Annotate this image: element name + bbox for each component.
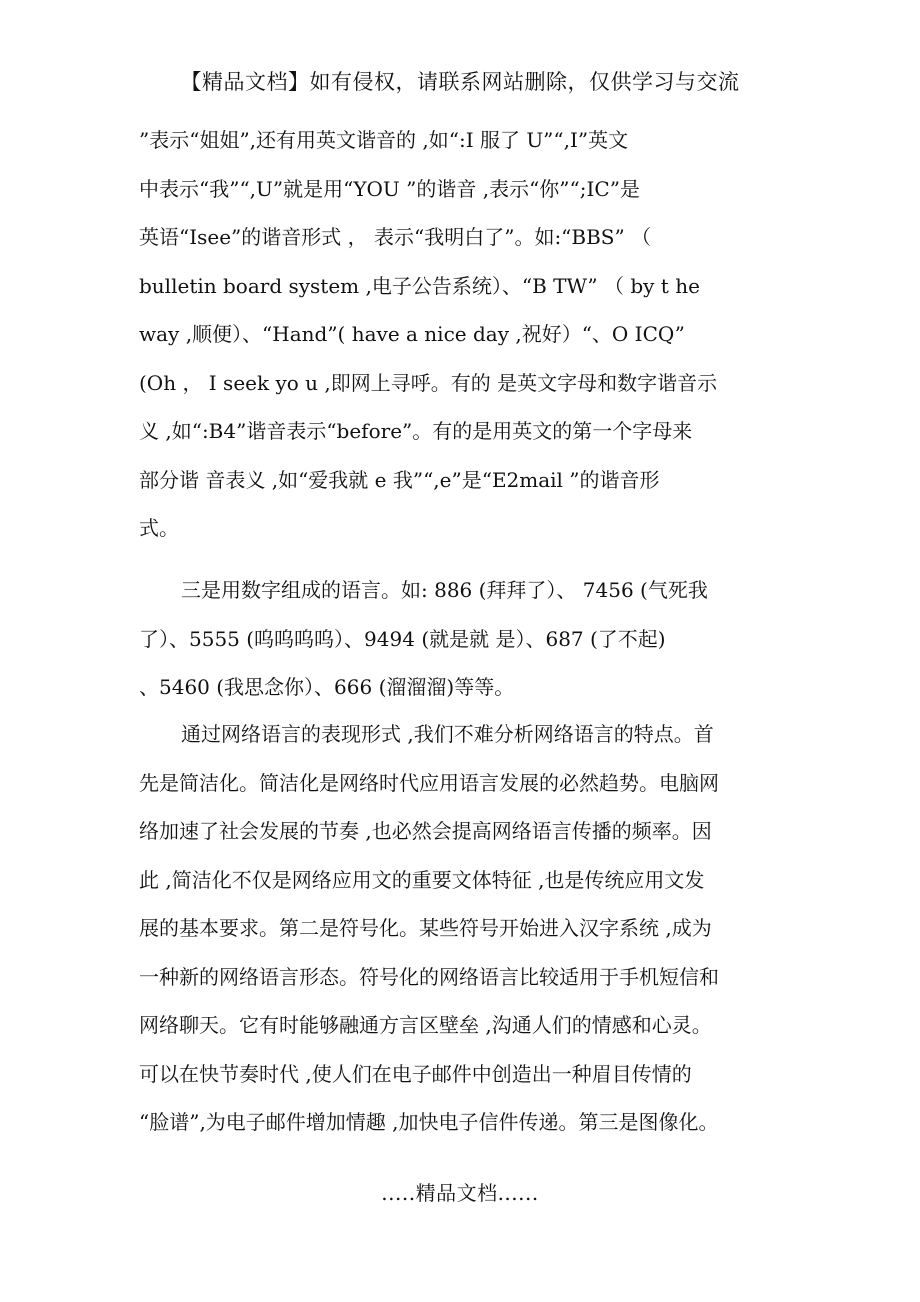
paragraph-line: 网络聊天。它有时能够融通方言区壁垒 ,沟通人们的情感和心灵。 [139, 1013, 712, 1037]
paragraph-line: bulletin board system ,电子公告系统）、“B TW” （ by t he [139, 273, 700, 298]
paragraph-line: 此 ,简洁化不仅是网络应用文的重要文体特征 ,也是传统应用文发 [139, 867, 705, 892]
paragraph-line: 展的基本要求。第二是符号化。某些符号开始进入汉字系统 ,成为 [139, 916, 712, 940]
paragraph-line: 络加速了社会发展的节奏 ,也必然会提高网络语言传播的频率。因 [139, 819, 712, 843]
paragraph-2 [139, 566, 789, 712]
paragraph-line: 先是简洁化。简洁化是网络时代应用语言发展的必然趋势。电脑网 [139, 770, 719, 795]
paragraph-line: 了）、5555 (呜呜呜呜）、9494 (就是就 是）、687 (了不起) [139, 626, 666, 651]
paragraph-line: 一种新的网络语言形态。符号化的网络语言比较适用于手机短信和 [139, 964, 719, 989]
paragraph-line: 通过网络语言的表现形式 ,我们不难分析网络语言的特点。首 [181, 722, 714, 746]
paragraph-3 [139, 710, 789, 1147]
paragraph-line: 三是用数字组成的语言。如: 886 (拜拜了）、 7456 (气死我 [181, 578, 708, 602]
page-header: 【精品文档】如有侵权，请联系网站删除，仅供学习与交流 [180, 70, 740, 94]
paragraph-1 [139, 116, 789, 553]
paragraph-line: 可以在快节奏时代 ,使人们在电子邮件中创造出一种眉目传情的 [139, 1061, 692, 1086]
paragraph-line: “脸谱”,为电子邮件增加情趣 ,加快电子信件传递。第三是图像化。 [139, 1110, 719, 1134]
paragraph-line: 部分谐 音表义 ,如“爱我就 e 我”“,e”是“E2mail ”的谐音形 [139, 467, 660, 492]
paragraph-line: 、5460 (我思念你）、666 (溜溜溜)等等。 [139, 675, 515, 699]
paragraph-line: ”表示“姐姐”,还有用英文谐音的 ,如“:I 服了 U”“,I”英文 [139, 128, 629, 152]
paragraph-line: way ,顺便）、“Hand”( have a nice day ,祝好）“、O ICQ” [139, 322, 685, 346]
paragraph-line: 中表示“我”“,U”就是用“YOU ”的谐音 ,表示“你”“;IC”是 [139, 176, 640, 201]
paragraph-line: 式。 [139, 516, 179, 540]
paragraph-line: (Oh ， I seek yo u ,即网上寻呼。有的 是英文字母和数字谐音示 [139, 370, 718, 395]
paragraph-line: 义 ,如“:B4”谐音表示“before”。有的是用英文的第一个字母来 [139, 419, 693, 443]
page-footer: .....精品文档...... [381, 1181, 539, 1205]
paragraph-line: 英语“Isee”的谐音形式 ， 表示“我明白了”。如:“BBS” （ [139, 225, 652, 249]
